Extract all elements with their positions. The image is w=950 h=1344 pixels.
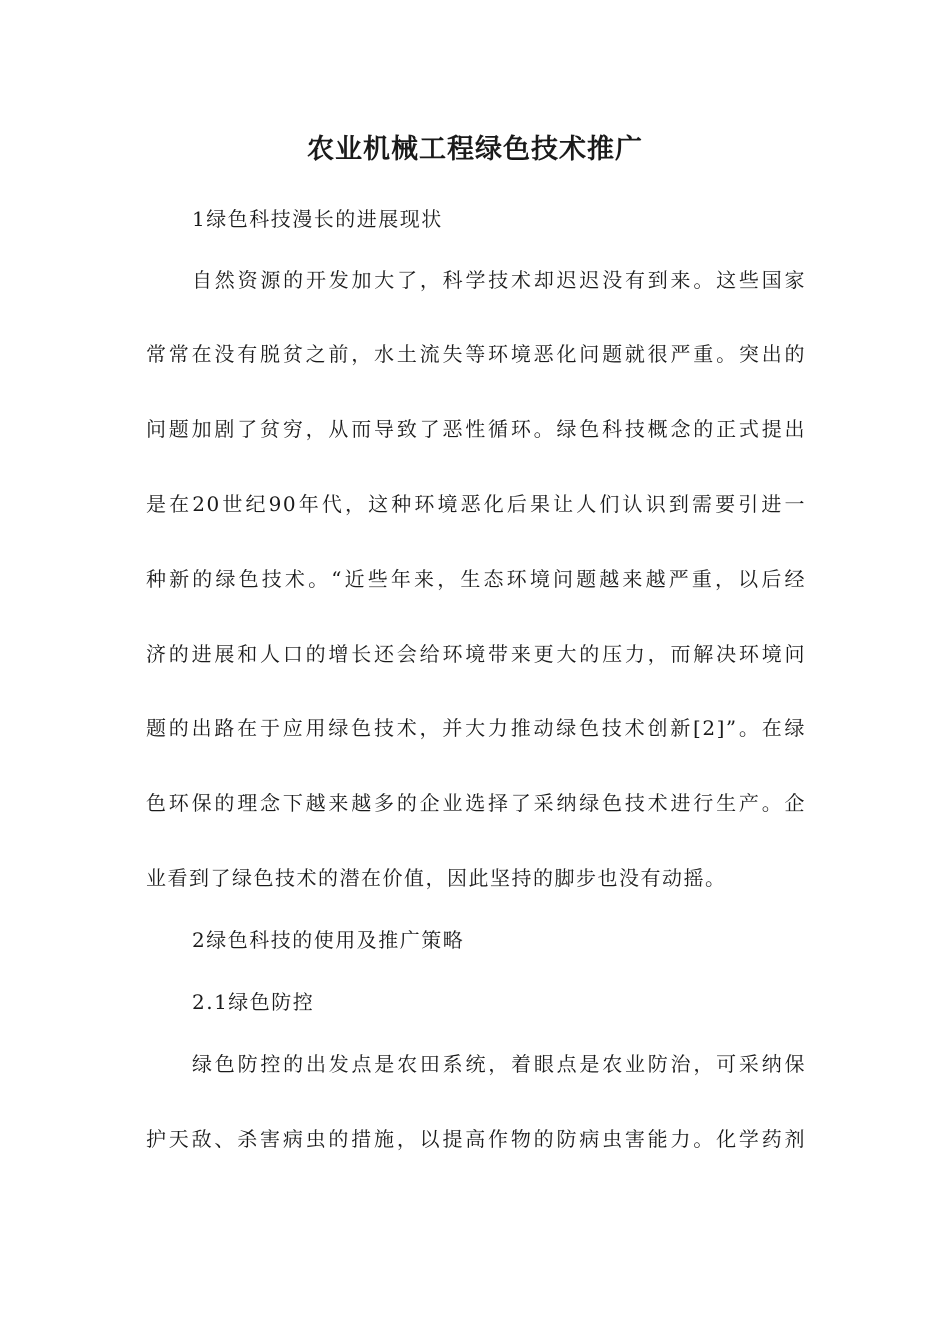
paragraph-1-line-1: 自然资源的开发加大了，科学技术却迟迟没有到来。这些国家 xyxy=(192,268,806,292)
paragraph-1-line-9: 业看到了绿色技术的潜在价值，因此坚持的脚步也没有动摇。 xyxy=(146,866,727,890)
paragraph-1-line-7: 题的出路在于应用绿色技术，并大力推动绿色技术创新[2]”。在绿 xyxy=(146,716,806,740)
section-2-heading: 2绿色科技的使用及推广策略 xyxy=(192,928,465,952)
section-1-heading: 1绿色科技漫长的进展现状 xyxy=(192,207,443,231)
paragraph-2-line-2: 护天敌、杀害病虫的措施，以提高作物的防病虫害能力。化学药剂 xyxy=(146,1127,806,1151)
paragraph-1-line-3: 问题加剧了贫穷，从而导致了恶性循环。绿色科技概念的正式提出 xyxy=(146,417,806,441)
paragraph-1-line-4: 是在20世纪90年代，这种环境恶化后果让人们认识到需要引进一 xyxy=(146,492,806,516)
paragraph-1-line-5: 种新的绿色技术。“近些年来，生态环境问题越来越严重，以后经 xyxy=(146,567,806,591)
paragraph-1-line-8: 色环保的理念下越来越多的企业选择了采纳绿色技术进行生产。企 xyxy=(146,791,806,815)
paragraph-2-line-1: 绿色防控的出发点是农田系统，着眼点是农业防治，可采纳保 xyxy=(192,1052,806,1076)
document-title: 农业机械工程绿色技术推广 xyxy=(307,134,643,165)
section-2-1-heading: 2.1绿色防控 xyxy=(192,990,315,1014)
paragraph-1-line-6: 济的进展和人口的增长还会给环境带来更大的压力，而解决环境问 xyxy=(146,642,806,666)
paragraph-1-line-2: 常常在没有脱贫之前，水土流失等环境恶化问题就很严重。突出的 xyxy=(146,342,806,366)
